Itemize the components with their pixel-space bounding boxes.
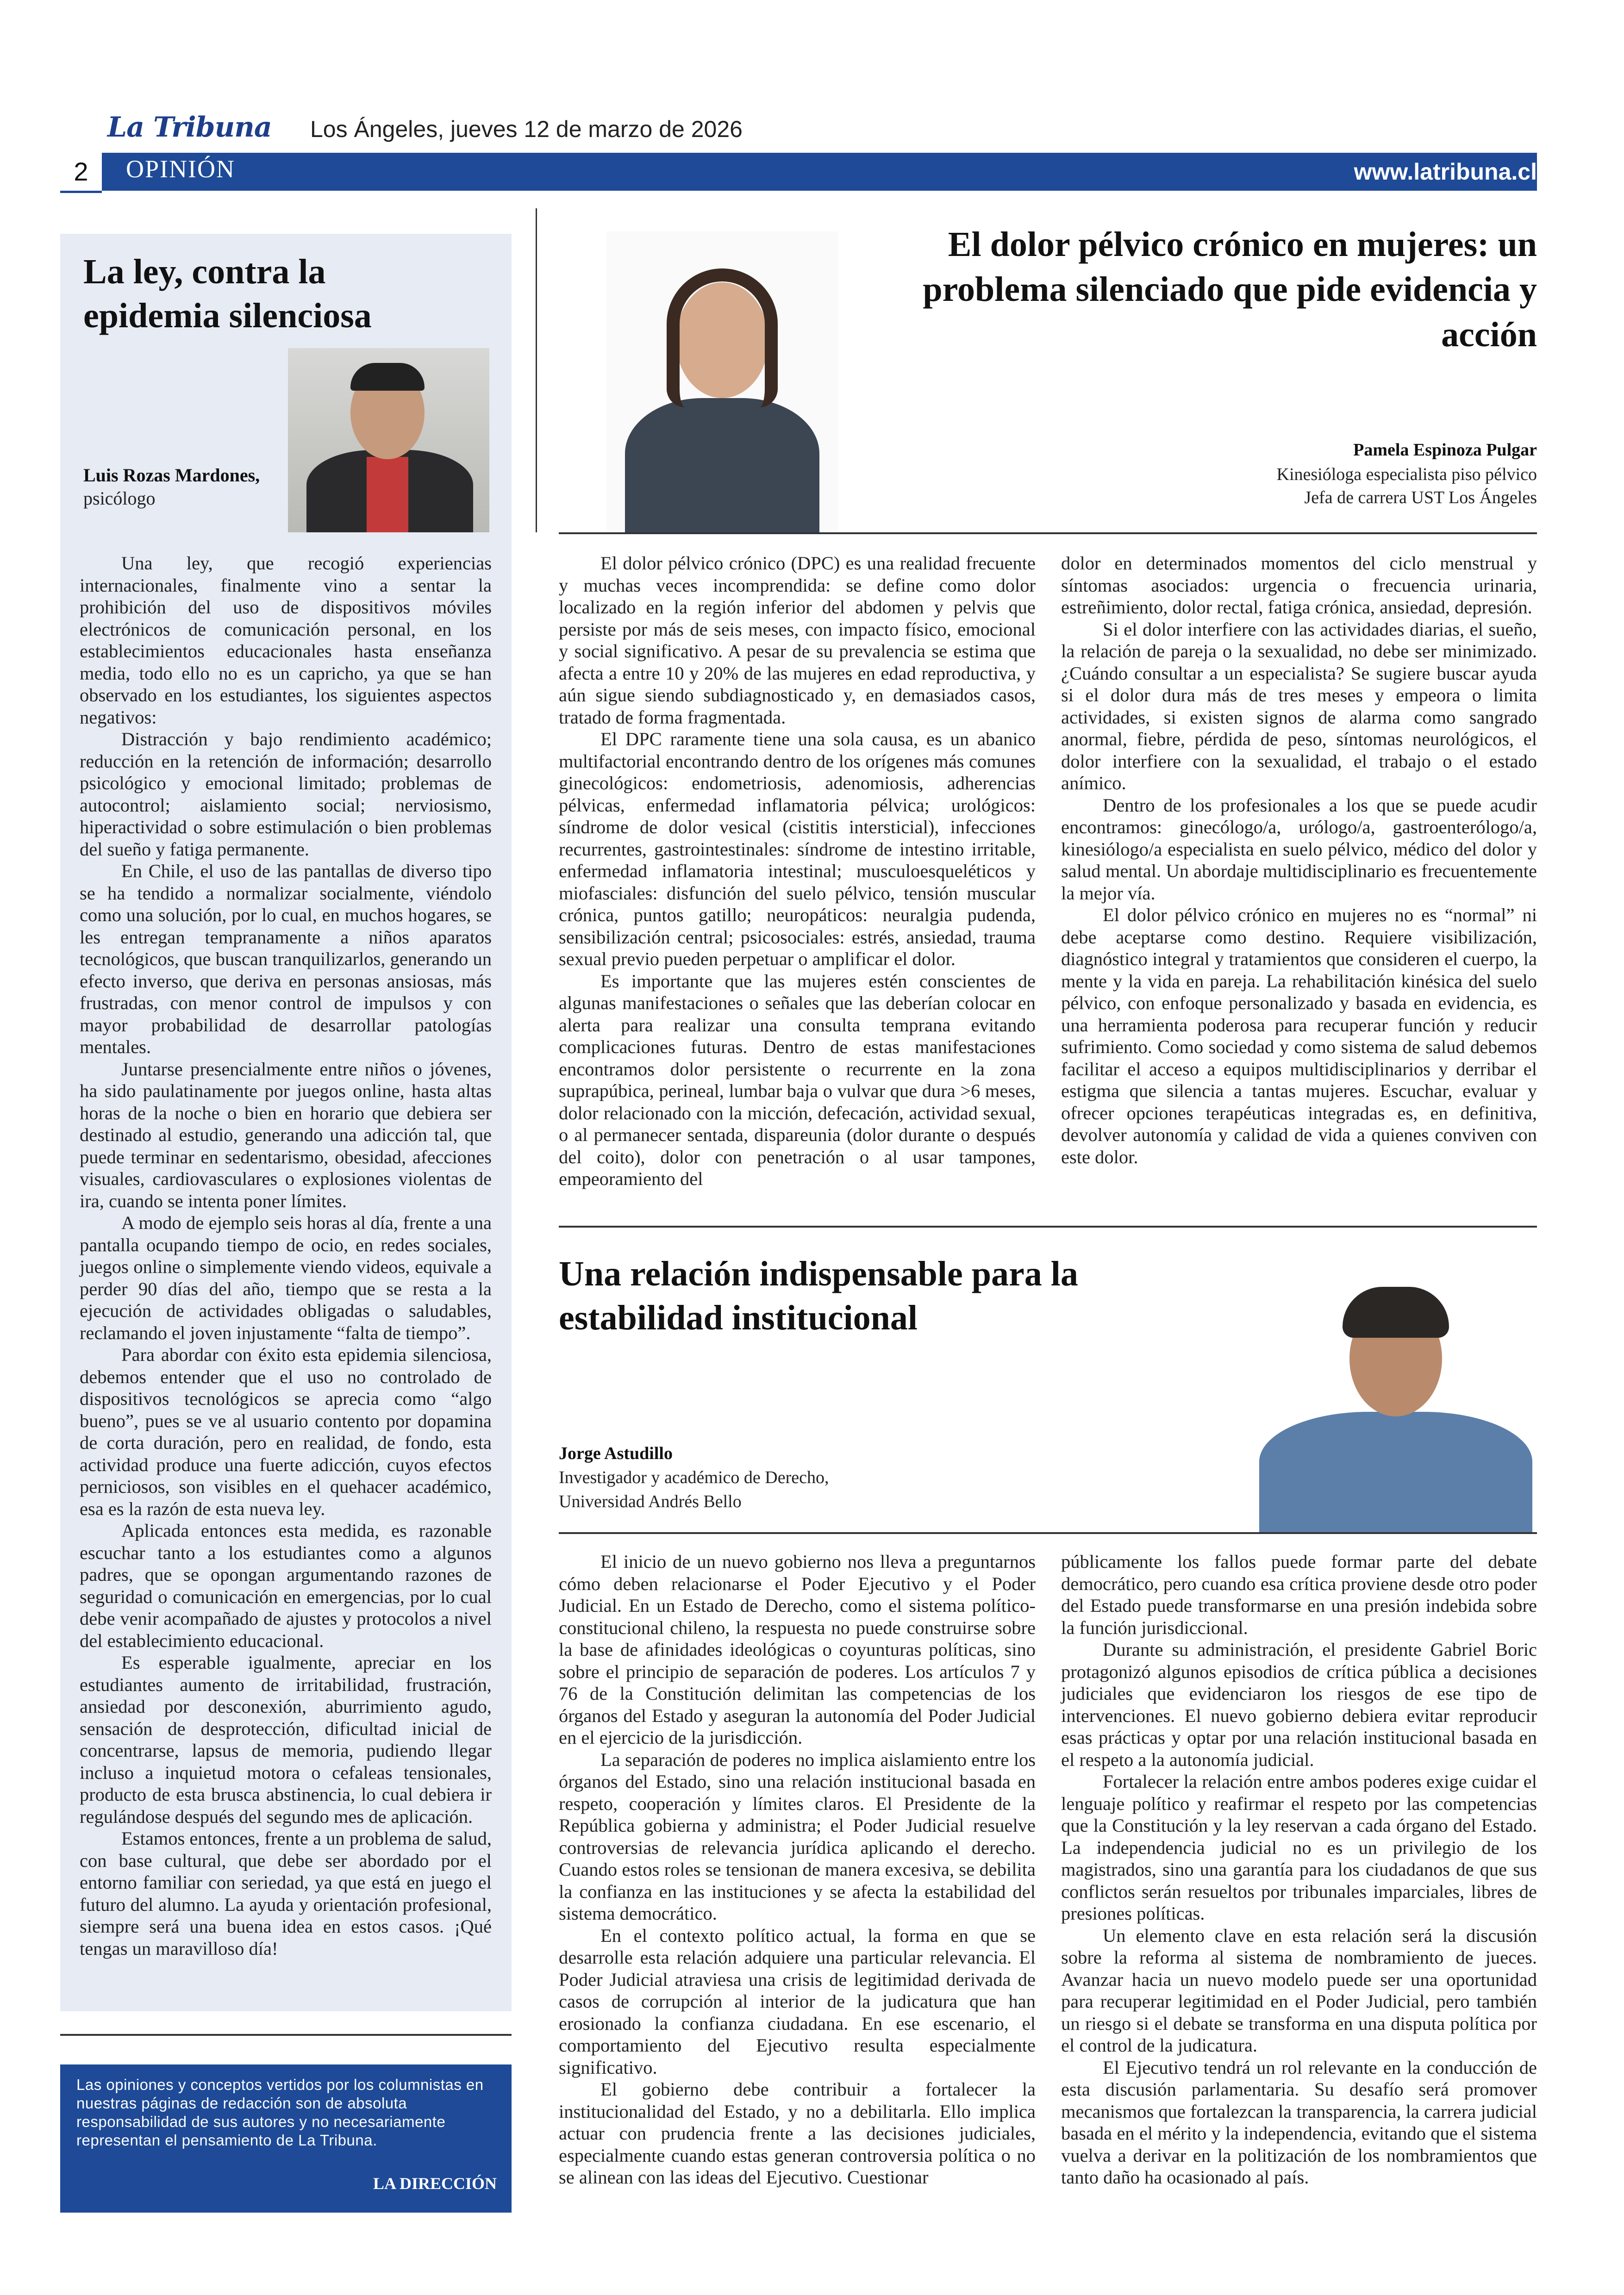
paragraph: Durante su administración, el presidente Gabriel Boric protagonizó algunos episodios de crítica pública a decisiones judiciales que evidenciaron los riesgos de ese tipo de intervenciones. El nuevo gobierno debiera evitar reproducir esas prácticas y optar por una relación institucional basada en el respeto a la autonomía judicial.	[1061, 1639, 1537, 1770]
right-author-role-2: Jefa de carrera UST Los Ángeles	[1304, 488, 1537, 507]
column-divider	[536, 208, 537, 532]
paragraph: dolor en determinados momentos del ciclo menstrual y síntomas asociados: urgencia o frecuencia urinaria, estreñimiento, dolor rectal, fatiga crónica, ansiedad, depresión.	[1061, 553, 1537, 617]
bottom-author-name: Jorge Astudillo	[559, 1444, 673, 1463]
author-photo-luis	[288, 348, 489, 532]
bottom-author-role-2: Universidad Andrés Bello	[559, 1492, 742, 1511]
right-author-name: Pamela Espinoza Pulgar	[1353, 440, 1537, 460]
paragraph: Una ley, que recogió experiencias internacionales, finalmente vino a sentar la prohibición del uso de dispositivos móviles electrónicos de comunicación personal, en los establecimientos educacionales hasta enseñanza media, todo ello no es un capricho, ya que se han observado en los estudiantes, los siguientes aspectos negativos:	[80, 553, 492, 728]
paragraph: Un elemento clave en esta relación será la discusión sobre la reforma al sistema de nombramiento de jueces. Avanzar hacia un nuevo modelo puede ser una oportunidad para recuperar legitimidad en el Poder Judicial, pero también un riesgo si el debate se transforma en una disputa política por el control de la judicatura.	[1061, 1925, 1537, 2056]
paragraph: El dolor pélvico crónico (DPC) es una realidad frecuente y muchas veces incomprendida: se define como dolor localizado en la región inferior del abdomen y pelvis que persiste por más de seis meses, con impacto físico, emocional y social significativo. A pesar de su prevalencia se estima que afecta a entre 10 y 20% de las mujeres en edad reproductiva, y aún sigue siendo subdiagnosticado y, en demasiados casos, tratado de forma fragmentada.	[559, 553, 1036, 728]
page-number: 2	[60, 153, 102, 193]
divider	[559, 1226, 1537, 1228]
divider	[559, 532, 1537, 534]
section-bar	[60, 153, 1537, 191]
left-author-name: Luis Rozas Mardones,	[83, 465, 260, 486]
right-article-title: El dolor pélvico crónico en mujeres: un problema silenciado que pide evidencia y acción	[923, 225, 1537, 354]
left-author-role: psicólogo	[83, 488, 156, 509]
masthead-logo[interactable]: La Tribuna	[107, 111, 272, 143]
author-photo-pamela	[606, 231, 838, 532]
divider	[60, 2034, 512, 2036]
paragraph: En Chile, el uso de las pantallas de diverso tipo se ha tendido a normalizar socialmente, viéndolo como una solución, por lo cual, en muchos hogares, se les entregan tempranamente a niños aparatos tecnológicos, que buscan tranquilizarlos, generando un efecto inverso, que deriva en personas ansiosas, más frustradas, con menor control de impulsos y con mayor probabilidad de desarrollar patologías mentales.	[80, 861, 492, 1057]
paragraph: Fortalecer la relación entre ambos poderes exige cuidar el lenguaje político y reafirmar el respeto por las competencias que la Constitución y la ley reservan a cada órgano del Estado. La independencia judicial no es un privilegio de los magistrados, sino una garantía para los ciudadanos de que sus conflictos serán resueltos por tribunales imparciales, libres de presiones políticas.	[1061, 1771, 1537, 1924]
bottom-article-title: Una relación indispensable para la estabilidad institucional	[559, 1254, 1078, 1337]
paragraph: Para abordar con éxito esta epidemia silenciosa, debemos entender que el uso no controlado de dispositivos tecnológicos se aprecia como “algo bueno”, pues se ve al usuario contento por dopamina de corta duración, pero en realidad, de fondo, esta actividad produce una fuerte adicción, cuyos efectos perniciosos, son visibles en el quehacer académico, esa es la razón de esta nueva ley.	[80, 1344, 492, 1519]
paragraph: A modo de ejemplo seis horas al día, frente a una pantalla ocupando tiempo de ocio, en redes sociales, juegos online o simplemente viendo videos, equivale a perder 90 días del año, tiempo que se resta a la ejecución de actividades obligadas o saludables, reclamando el joven injustamente “falta de tiempo”.	[80, 1212, 492, 1343]
author-photo-jorge	[1250, 1259, 1537, 1532]
disclaimer-text: Las opiniones y conceptos vertidos por los columnistas en nuestras páginas de redacción son de absoluta responsabilidad de sus autores y no necesariamente representan el pensamiento de La Tribuna.	[76, 2076, 484, 2149]
paragraph: La separación de poderes no implica aislamiento entre los órganos del Estado, sino una relación institucional basada en respeto, cooperación y límites claros. El Presidente de la República gobierna y administra; el Poder Judicial resuelve controversias de relevancia jurídica aplicando el derecho. Cuando estos roles se tensionan de manera excesiva, se debilita la confianza en las instituciones y se afecta la estabilidad del sistema democrático.	[559, 1749, 1036, 1924]
bottom-article-column-1	[559, 1551, 1036, 2189]
paragraph: Dentro de los profesionales a los que se puede acudir encontramos: ginecólogo/a, urólogo/a, gastroenterólogo/a, kinesiólogo/a especialista en suelo pélvico, médico del dolor y salud mental. Un abordaje multidisciplinario es frecuentemente la mejor vía.	[1061, 794, 1537, 904]
paragraph: En el contexto político actual, la forma en que se desarrolle esta relación adquiere una particular relevancia. El Poder Judicial atraviesa una crisis de legitimidad derivada de casos de corrupción al interior de la judicatura que han erosionado la confianza ciudadana. En ese escenario, el comportamiento del Ejecutivo resulta especialmente significativo.	[559, 1925, 1036, 2078]
paragraph: Juntarse presencialmente entre niños o jóvenes, ha sido paulatinamente por juegos online, hasta altas horas de la noche o bien en horario que debiera ser destinado al estudio, generando una adicción tal, que puede terminar en sedentarismo, obesidad, afecciones visuales, cardiovasculares o explosiones violentas de ira, cuando se intenta poner límites.	[80, 1058, 492, 1211]
divider	[559, 1532, 1537, 1534]
paragraph: Es esperable igualmente, apreciar en los estudiantes aumento de irritabilidad, frustración, ansiedad por desconexión, aburrimiento agudo, sensación de desprotección, dificultad inicial de concentrarse, lapsus de memoria, pudiendo llegar incluso a inquietud motora o cefaleas tensionales, producto de esta brusca abstinencia, lo cual debiera ir regulándose después del segundo mes de aplicación.	[80, 1652, 492, 1827]
paragraph: El inicio de un nuevo gobierno nos lleva a preguntarnos cómo deben relacionarse el Poder Ejecutivo y el Poder Judicial. En un Estado de Derecho, como el sistema político-constitucional chileno, la respuesta no puede construirse sobre la base de afinidades ideológicas o coyunturas políticas, sino sobre el principio de separación de poderes. Los artículos 7 y 76 de la Constitución delimitan las competencias de los órganos del Estado y aseguran la autonomía del Poder Judicial en el ejercicio de la jurisdicción.	[559, 1551, 1036, 1748]
right-article-column-1	[559, 552, 1036, 1190]
dateline: Los Ángeles, jueves 12 de marzo de 2026	[310, 116, 743, 142]
paragraph: El gobierno debe contribuir a fortalecer la institucionalidad del Estado, y no a debilitarla. Ello implica actuar con prudencia frente a las decisiones judiciales, especialmente cuando estas generan controversia política o no se alinean con las ideas del Ejecutivo. Cuestionar	[559, 2079, 1036, 2188]
paragraph: Si el dolor interfiere con las actividades diarias, el sueño, la relación de pareja o la sexualidad, no debe ser minimizado. ¿Cuándo consultar a un especialista? Se sugiere buscar ayuda si el dolor dura más de tres meses y empeora o limita actividades, si existen signos de alarma como sangrado anormal, fiebre, pérdida de peso, síntomas neurológicos, el dolor interfiere con la sexualidad, el trabajo o el estado anímico.	[1061, 618, 1537, 793]
paragraph: El dolor pélvico crónico en mujeres no es “normal” ni debe aceptarse como destino. Requiere visibilización, diagnóstico integral y tratamientos que consideren el cuerpo, la mente y la vida en pareja. La rehabilitación kinésica del suelo pélvico, con enfoque personalizado y basada en evidencia, es una herramienta poderosa para recuperar función y reducir sufrimiento. Como sociedad y como sistema de salud debemos facilitar el acceso a equipos multidisciplinarios y derribar el estigma que silencia a tantas mujeres. Escuchar, evaluar y ofrecer opciones terapéuticas integradas es, en definitiva, devolver autonomía y calidad de vida a quienes conviven con este dolor.	[1061, 904, 1537, 1167]
paragraph: públicamente los fallos puede formar parte del debate democrático, pero cuando esa crítica proviene desde otro poder del Estado puede transformarse en una presión indebida sobre la función jurisdiccional.	[1061, 1551, 1537, 1638]
right-author-role-1: Kinesióloga especialista piso pélvico	[1276, 465, 1537, 484]
paragraph: El Ejecutivo tendrá un rol relevante en la conducción de esta discusión parlamentaria. Su desafío será promover mecanismos que fortalezcan la transparencia, la carrera judicial basada en el mérito y la independencia, evitando que el sistema vuelva a derivar en la politización de los nombramientos que tanto daño ha ocasionado al país.	[1061, 2057, 1537, 2188]
left-article-title: La ley, contra la epidemia silenciosa	[83, 252, 372, 335]
paragraph: Estamos entonces, frente a un problema de salud, con base cultural, que debe ser abordado por el entorno familiar con seriedad, ya que está en juego el futuro del alumno. La ayuda y orientación profesional, siempre será una buena idea en estos casos. ¡Qué tengas un maravilloso día!	[80, 1828, 492, 1959]
paragraph: Es importante que las mujeres estén conscientes de algunas manifestaciones o señales que las deberían colocar en alerta para realizar una consulta temprana evitando complicaciones futuras. Dentro de estas manifestaciones encontramos dolor persistente o recurrente en la zona suprapúbica, perineal, lumbar baja o vulvar que dura >6 meses, dolor relacionado con la micción, defecación, actividad sexual, o al permanecer sentada, dispareunia (dolor durante o después del coito), dolor con penetración o al usar tampones, empeoramiento del	[559, 970, 1036, 1189]
bottom-author-role-1: Investigador y académico de Derecho,	[559, 1468, 829, 1487]
left-article-body	[80, 552, 492, 1959]
bottom-article-column-2	[1061, 1551, 1537, 2189]
paragraph: Distracción y bajo rendimiento académico; reducción en la retención de información; desarrollo psicológico y emocional limitado; problemas de autocontrol; aislamiento social; nerviosismo, hiperactividad o sobre estimulación o bien problemas del sueño y fatiga permanente.	[80, 729, 492, 860]
disclaimer-signature: LA DIRECCIÓN	[373, 2174, 497, 2193]
section-name: OPINIÓN	[126, 155, 235, 183]
website-link[interactable]: www.latribuna.cl	[1354, 159, 1537, 185]
paragraph: El DPC raramente tiene una sola causa, es un abanico multifactorial encontrando dentro de los orígenes más comunes ginecológicos: endometriosis, adenomiosis, adherencias pélvicas, enfermedad inflamatoria pélvica; urológicos: síndrome de dolor vesical (cistitis intersticial), infecciones recurrentes, gastrointestinales: síndrome de intestino irritable, enfermedad inflamatoria intestinal; musculoesqueléticos y miofasciales: disfunción del suelo pélvico, tensión muscular crónica, puntos gatillo; neuropáticos: neuralgia pudenda, sensibilización central; psicosociales: estrés, ansiedad, trauma sexual previo pueden perpetuar o amplificar el dolor.	[559, 729, 1036, 969]
paragraph: Aplicada entonces esta medida, es razonable escuchar tanto a los estudiantes como a algunos padres, que se opongan argumentando razones de seguridad o comunicación en emergencias, por lo cual debe venir acompañado de ajustes y protocolos a nivel del establecimiento educacional.	[80, 1520, 492, 1651]
right-article-column-2	[1061, 552, 1537, 1168]
